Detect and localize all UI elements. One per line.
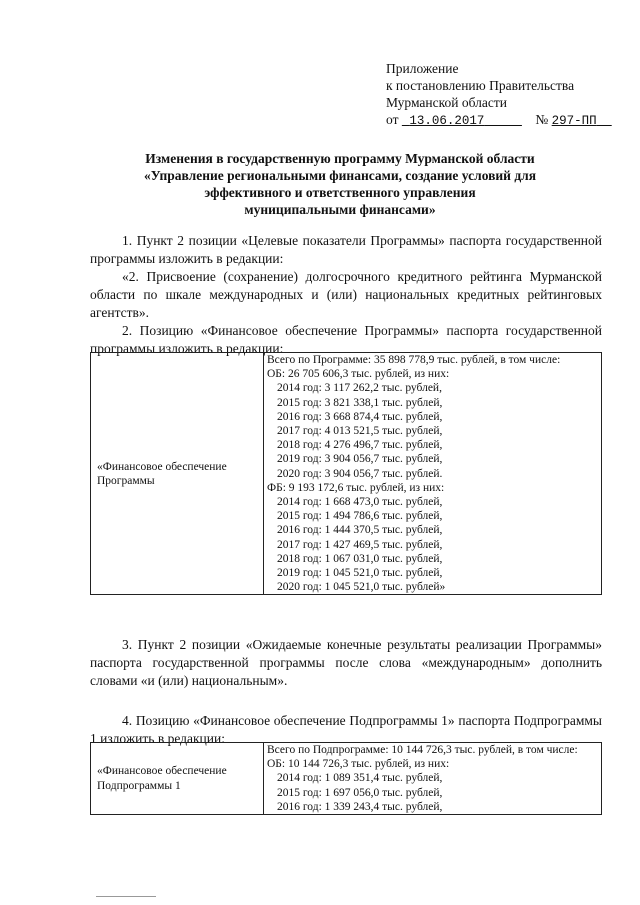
number-label: № [535,112,549,127]
paragraph-1: 1. Пункт 2 позиции «Целевые показатели Программы» паспорта государственной программы изложить в редакции: [90,233,602,266]
appendix-line-1: Приложение [386,61,459,76]
table2-values [264,743,602,815]
decree-date: 13.06.2017 [409,114,485,128]
table2-ob-row: 2014 год: 1 089 351,4 тыс. рублей, [277,772,443,785]
from-label: от [386,112,399,127]
table1-fb-header: ФБ: 9 193 172,6 тыс. рублей, из них: [267,481,445,494]
table1-ob-row: 2014 год: 3 117 262,2 тыс. рублей, [277,382,442,395]
table1-ob-row: 2018 год: 4 276 496,7 тыс. рублей, [277,439,443,452]
table1-ob-header: ОБ: 26 705 606,3 тыс. рублей, из них: [267,368,450,381]
table1-total: Всего по Программе: 35 898 778,9 тыс. рублей, в том числе: [267,354,561,366]
appendix-line-2: к постановлению Правительства [386,78,575,93]
table1-ob-row: 2016 год: 3 668 874,4 тыс. рублей, [277,410,443,423]
table1-fb-row: 2015 год: 1 494 786,6 тыс. рублей, [277,510,443,523]
paragraph-3: 3. Пункт 2 позиции «Ожидаемые конечные результаты реализации Программы» паспорта государственной программы после слова «международным» дополнить словами «и (или) национальным». [90,637,602,688]
appendix-line-3: Мурманской области [386,95,507,110]
paragraph-4: 4. Позицию «Финансовое обеспечение Подпрограммы 1» паспорта Подпрограммы 1 изложить в редакции: [90,713,602,746]
scan-artifact-line [96,896,156,898]
financing-table-program [90,352,602,595]
table2-ob-row: 2016 год: 1 339 243,4 тыс. рублей, [277,800,443,813]
title-line-1: Изменения в государственную программу Мурманской области [145,151,535,166]
table1-label: «Финансовое обеспечение Программы [91,353,264,595]
table1-fb-row: 2020 год: 1 045 521,0 тыс. рублей» [277,581,446,594]
title-line-4: муниципальными финансами» [244,202,436,217]
title-line-2: «Управление региональными финансами, создание условий для [143,168,537,183]
appendix-block [386,60,612,130]
paragraph-1-quote: «2. Присвоение (сохранение) долгосрочного кредитного рейтинга Мурманской области по шкале международных и (или) национальных кредитных рейтинговых агентств». [90,269,602,320]
table1-ob-row: 2017 год: 4 013 521,5 тыс. рублей, [277,425,443,438]
table1-fb-row: 2017 год: 1 427 469,5 тыс. рублей, [277,538,443,551]
table2-total: Всего по Подпрограмме: 10 144 726,3 тыс. рублей, в том числе: [267,744,578,756]
table1-fb-row: 2018 год: 1 067 031,0 тыс. рублей, [277,552,443,565]
table2-ob-header: ОБ: 10 144 726,3 тыс. рублей, из них: [267,758,450,771]
paragraph-2: 2. Позицию «Финансовое обеспечение Программы» паспорта государственной программы изложить в редакции: [90,323,602,356]
table1-fb-row: 2014 год: 1 668 473,0 тыс. рублей, [277,496,443,509]
table1-values [264,353,602,595]
table2-ob-row: 2015 год: 1 697 056,0 тыс. рублей, [277,786,443,799]
document-title [60,150,620,218]
title-line-3: эффективного и ответственного управления [204,185,476,200]
table1-fb-row: 2019 год: 1 045 521,0 тыс. рублей, [277,567,443,580]
appendix-date-line [386,111,612,130]
table1-ob-row: 2019 год: 3 904 056,7 тыс. рублей, [277,453,443,466]
financing-table-subprogram-1 [90,742,602,815]
table1-ob-row: 2015 год: 3 821 338,1 тыс. рублей, [277,396,443,409]
decree-number: 297-ПП [551,114,597,128]
table1-fb-row: 2016 год: 1 444 370,5 тыс. рублей, [277,524,443,537]
table2-label: «Финансовое обеспечение Подпрограммы 1 [91,743,264,815]
table1-ob-row: 2020 год: 3 904 056,7 тыс. рублей. [277,467,443,480]
